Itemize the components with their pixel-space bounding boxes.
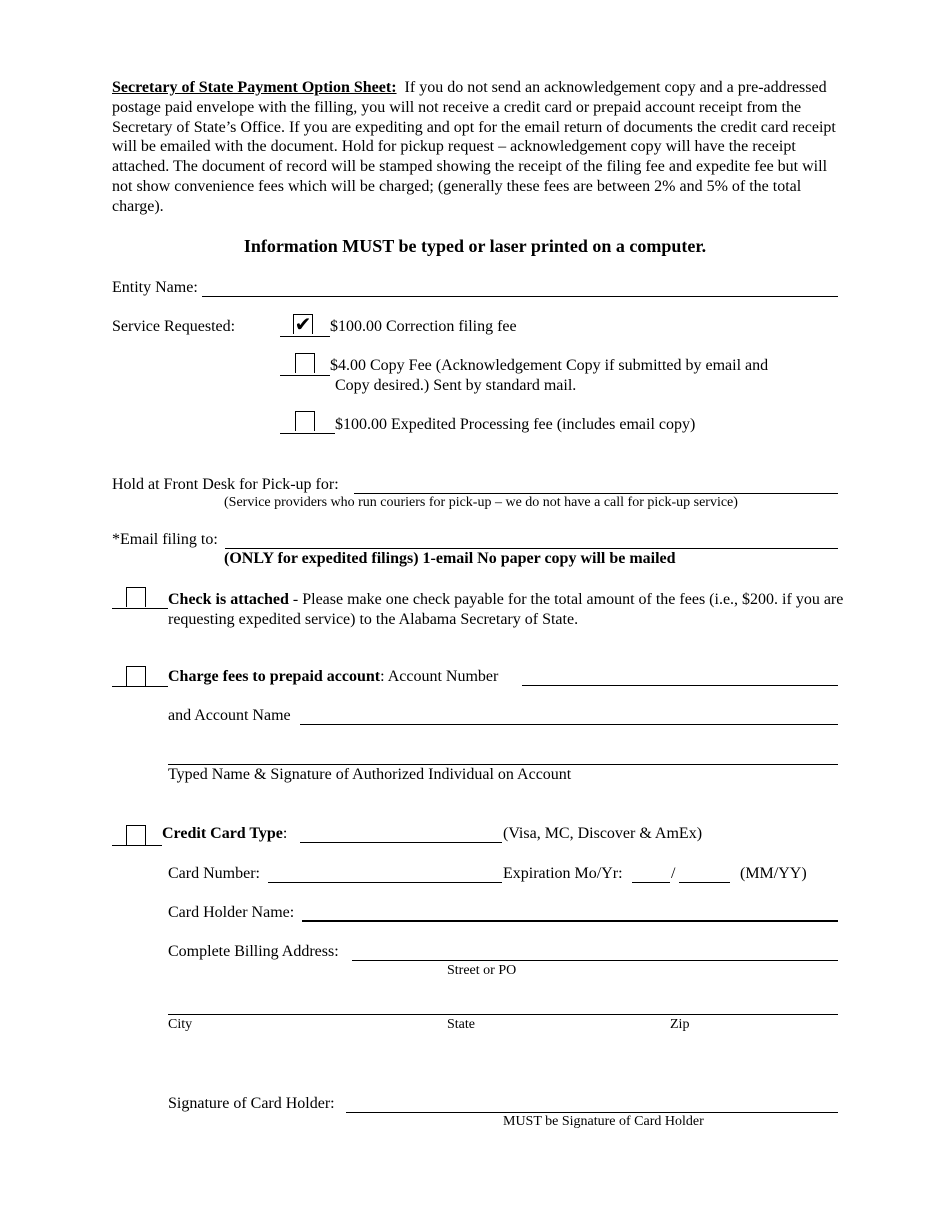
billing-city-state-zip-field[interactable] xyxy=(168,1014,838,1015)
typed-notice: Information MUST be typed or laser printed on a computer. xyxy=(243,236,707,256)
checkbox-underline xyxy=(112,845,162,846)
card-holder-name-field[interactable] xyxy=(302,920,838,922)
intro-heading: Secretary of State Payment Option Sheet: xyxy=(112,79,397,96)
billing-address-label: Complete Billing Address: xyxy=(168,943,339,960)
email-filing-label: *Email filing to: xyxy=(112,531,218,548)
credit-card-type-title: Credit Card Type xyxy=(162,825,283,842)
checkmark-icon: ✔ xyxy=(294,314,312,336)
prepaid-account-title: Charge fees to prepaid account xyxy=(168,668,381,685)
authorized-signature-caption: Typed Name & Signature of Authorized Individual on Account xyxy=(168,766,572,783)
account-number-field[interactable] xyxy=(522,685,838,686)
correction-fee-label: $100.00 Correction filing fee xyxy=(330,318,517,335)
card-holder-name-label: Card Holder Name: xyxy=(168,904,295,921)
intro-body: If you do not send an acknowledgement copy and a pre-addressed postage paid envelope with the filling, you will not receive a credit card or prepaid account receipt from the Secretary of State’s Office. If you are expediting and opt for the email return of documents the credit card receipt will be emailed with the document. Hold for pickup request – acknowledgement copy will have the receipt attached. The document of record will be stamped showing the receipt of the filing fee and expedite fee but will not show convenience fees which will be charged; (generally these fees are between 2% and 5% of the total charge). xyxy=(112,79,836,215)
account-name-label: and Account Name xyxy=(168,707,291,724)
expedited-fee-label: $100.00 Expedited Processing fee (includes email copy) xyxy=(335,416,696,433)
copy-fee-label-line2: Copy desired.) Sent by standard mail. xyxy=(335,377,577,394)
account-number-label: : Account Number xyxy=(380,668,499,685)
expiration-format-note: (MM/YY) xyxy=(740,865,807,882)
expedited-fee-checkbox[interactable] xyxy=(295,411,315,431)
prepaid-account-label xyxy=(168,668,498,686)
hold-pickup-field[interactable] xyxy=(354,493,838,494)
credit-card-types-note: (Visa, MC, Discover & AmEx) xyxy=(503,825,703,842)
card-holder-signature-field[interactable] xyxy=(346,1112,838,1113)
expiration-year-field[interactable] xyxy=(679,882,730,883)
card-holder-signature-label: Signature of Card Holder: xyxy=(168,1095,335,1112)
hold-pickup-label: Hold at Front Desk for Pick-up for: xyxy=(112,476,339,493)
check-attached-description: - Please make one check payable for the total amount of the fees (i.e., $200. if you are requesting expedited service) to the Alabama Secretary of State. xyxy=(168,591,844,628)
correction-fee-checkbox[interactable] xyxy=(293,314,313,334)
billing-street-field[interactable] xyxy=(352,960,838,961)
entity-name-label: Entity Name: xyxy=(112,279,198,296)
entity-name-field[interactable] xyxy=(202,296,838,297)
expiration-label: Expiration Mo/Yr: xyxy=(503,865,623,882)
card-holder-signature-caption: MUST be Signature of Card Holder xyxy=(503,1114,704,1129)
checkbox-underline xyxy=(112,608,168,609)
zip-caption: Zip xyxy=(670,1017,690,1032)
check-attached-checkbox[interactable] xyxy=(126,587,146,607)
email-filing-field[interactable] xyxy=(225,548,838,549)
street-caption: Street or PO xyxy=(447,963,517,978)
card-number-label: Card Number: xyxy=(168,865,260,882)
checkbox-underline xyxy=(280,336,330,337)
check-attached-text xyxy=(168,590,844,630)
state-caption: State xyxy=(447,1017,475,1032)
copy-fee-label: $4.00 Copy Fee (Acknowledgement Copy if submitted by email and xyxy=(330,357,769,374)
copy-fee-checkbox[interactable] xyxy=(295,353,315,373)
card-number-field[interactable] xyxy=(268,882,502,883)
check-attached-title: Check is attached xyxy=(168,591,289,608)
checkbox-underline xyxy=(280,375,330,376)
credit-card-type-label xyxy=(162,825,287,843)
expiration-month-field[interactable] xyxy=(632,882,670,883)
email-filing-note: (ONLY for expedited filings) 1-email No paper copy will be mailed xyxy=(224,550,676,567)
expiration-separator: / xyxy=(671,865,676,882)
checkbox-underline xyxy=(112,686,168,687)
credit-card-type-colon: : xyxy=(282,825,288,842)
account-name-field[interactable] xyxy=(300,724,838,725)
prepaid-account-checkbox[interactable] xyxy=(126,666,146,686)
hold-pickup-note: (Service providers who run couriers for pick-up – we do not have a call for pick-up service) xyxy=(224,495,738,510)
city-caption: City xyxy=(168,1017,193,1032)
authorized-signature-field[interactable] xyxy=(168,764,838,765)
credit-card-checkbox[interactable] xyxy=(126,825,146,845)
checkbox-underline xyxy=(280,433,335,434)
credit-card-type-field[interactable] xyxy=(300,842,502,843)
intro-paragraph xyxy=(112,78,842,217)
service-requested-label: Service Requested: xyxy=(112,318,236,335)
